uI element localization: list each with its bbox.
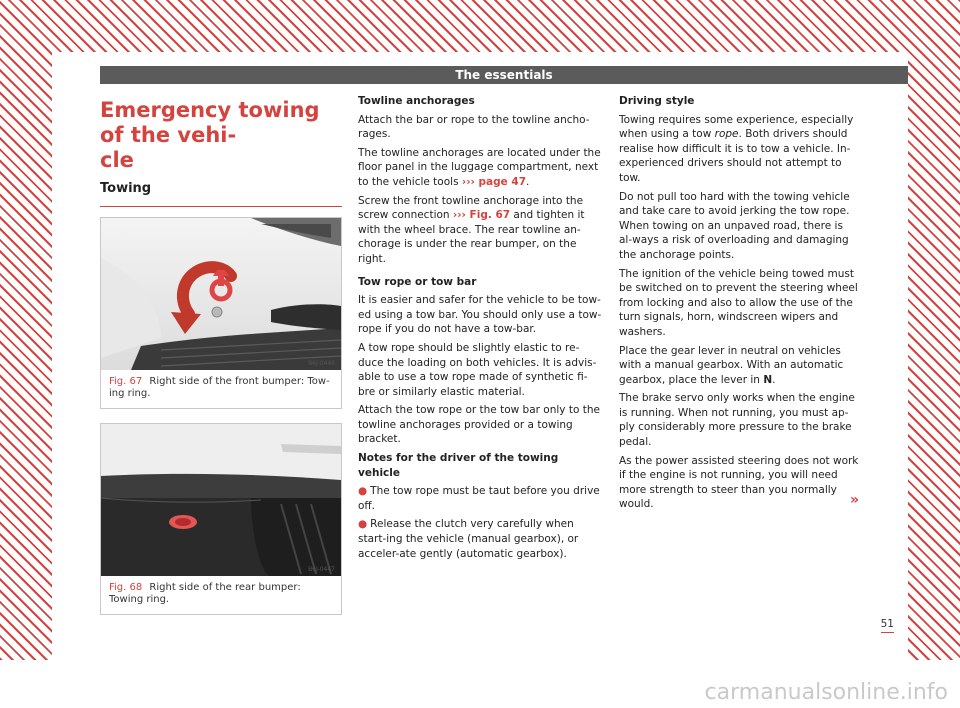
left-column bbox=[100, 94, 342, 615]
continue-icon: » bbox=[849, 492, 859, 509]
paragraph: Do not pull too hard with the towing vehicle and take care to avoid jerking the tow rope. When towing on an unpaved road, there is al-ways a risk of overloading and damaging the anchorage points. bbox=[619, 190, 850, 261]
section-title: The essentials bbox=[455, 68, 553, 82]
bullet-icon: ● bbox=[358, 485, 368, 498]
figure-caption bbox=[101, 576, 341, 614]
page-number: 51 bbox=[881, 618, 894, 633]
bullet-item bbox=[358, 484, 602, 513]
watermark: carmanualsonline.info bbox=[704, 680, 948, 705]
figure-caption-text: Right side of the rear bumper: Towing ring. bbox=[109, 582, 301, 605]
figure-reference-link[interactable]: ››› Fig. 67 bbox=[452, 209, 511, 222]
bullet-item bbox=[358, 517, 602, 561]
paragraph: The ignition of the vehicle being towed must be switched on to prevent the steering wheel from locking and also to allow the use of the turn signals, horn, windscreen wipers and washers. bbox=[619, 267, 858, 338]
figure-caption-text: Right side of the front bumper: Tow-ing ring. bbox=[109, 376, 330, 399]
bullet-text: Release the clutch very carefully when start-ing the vehicle (manual gearbox), or acceler-ate gently (automatic gearbox). bbox=[358, 518, 579, 560]
page-title-line1: Emergency towing of the vehi- bbox=[100, 98, 320, 147]
paragraph-text: As the power assisted steering does not work if the engine is not running, you will need more strength to steer than you normally would. bbox=[619, 454, 859, 511]
gear-position-label: N bbox=[763, 373, 773, 386]
paragraph-text: . bbox=[526, 175, 530, 188]
heading-tow-rope-or-bar: Tow rope or tow bar bbox=[358, 275, 477, 288]
paragraph: Attach the bar or rope to the towline ancho-rages. bbox=[358, 113, 590, 141]
paragraph bbox=[619, 344, 859, 388]
section-subtitle: Towing bbox=[100, 181, 342, 207]
page-reference-link[interactable]: ››› page 47 bbox=[461, 175, 527, 188]
section-header-bar bbox=[100, 66, 908, 84]
bullet-icon: ● bbox=[358, 518, 368, 531]
manual-page bbox=[52, 52, 908, 660]
heading-driving-style: Driving style bbox=[619, 95, 695, 107]
bullet-text: The tow rope must be taut before you drive off. bbox=[358, 485, 600, 512]
paragraph bbox=[619, 113, 859, 186]
right-column bbox=[619, 94, 859, 516]
paragraph: It is easier and safer for the vehicle to be tow-ed using a tow bar. You should only use a tow-rope if you do not have a tow-bar. bbox=[358, 294, 602, 336]
figure-number: Fig. 67 bbox=[109, 376, 143, 387]
paragraph-text: The towline anchorages are located under the floor panel in the luggage compartment, next to the vehicle tools bbox=[358, 146, 601, 188]
photo-code: B6J-0447 bbox=[308, 566, 335, 573]
figure-68 bbox=[100, 423, 342, 615]
figure-number: Fig. 68 bbox=[109, 582, 143, 593]
heading-driver-notes: Notes for the driver of the towing vehicle bbox=[358, 452, 559, 479]
page-title-line2: cle bbox=[100, 148, 134, 172]
paragraph-text: Towing requires some experience, especially when using a tow bbox=[619, 113, 854, 141]
paragraph: A tow rope should be slightly elastic to re-duce the loading on both vehicles. It is advis-able to use a tow rope made of synthetic fi-bre or similarly elastic material. bbox=[358, 341, 597, 398]
figure-caption bbox=[101, 370, 341, 408]
middle-column bbox=[358, 94, 602, 565]
paragraph bbox=[358, 146, 602, 190]
heading-towline-anchorages: Towline anchorages bbox=[358, 95, 475, 107]
paragraph bbox=[619, 454, 859, 512]
paragraph-text: Screw the front towline anchorage into the screw connection bbox=[358, 194, 584, 222]
paragraph-text: . bbox=[772, 373, 776, 386]
paragraph-text: . Both drivers should realise how difficult it is to tow a vehicle. In-experienced drivers should not attempt to tow. bbox=[619, 128, 851, 184]
photo-code: B6J-0446 bbox=[308, 360, 335, 367]
paragraph-text: and tighten it with the wheel brace. The rear towline an-chorage is under the rear bumper, on the right. bbox=[358, 209, 585, 265]
paragraph bbox=[358, 194, 602, 267]
front-bumper-photo bbox=[101, 218, 341, 370]
figure-67 bbox=[100, 217, 342, 409]
paragraph-text: Place the gear lever in neutral on vehicles with a manual gearbox. With an automatic gearbox, place the lever in bbox=[619, 344, 844, 386]
page-title bbox=[100, 98, 342, 173]
paragraph: The brake servo only works when the engine is running. When not running, you must ap-ply considerably more pressure to the brake pedal. bbox=[619, 392, 855, 449]
paragraph: Attach the tow rope or the tow bar only to the towline anchorages provided or a towing bracket. bbox=[358, 404, 600, 446]
rear-bumper-photo bbox=[101, 424, 341, 576]
emphasis-text: rope bbox=[714, 128, 739, 141]
